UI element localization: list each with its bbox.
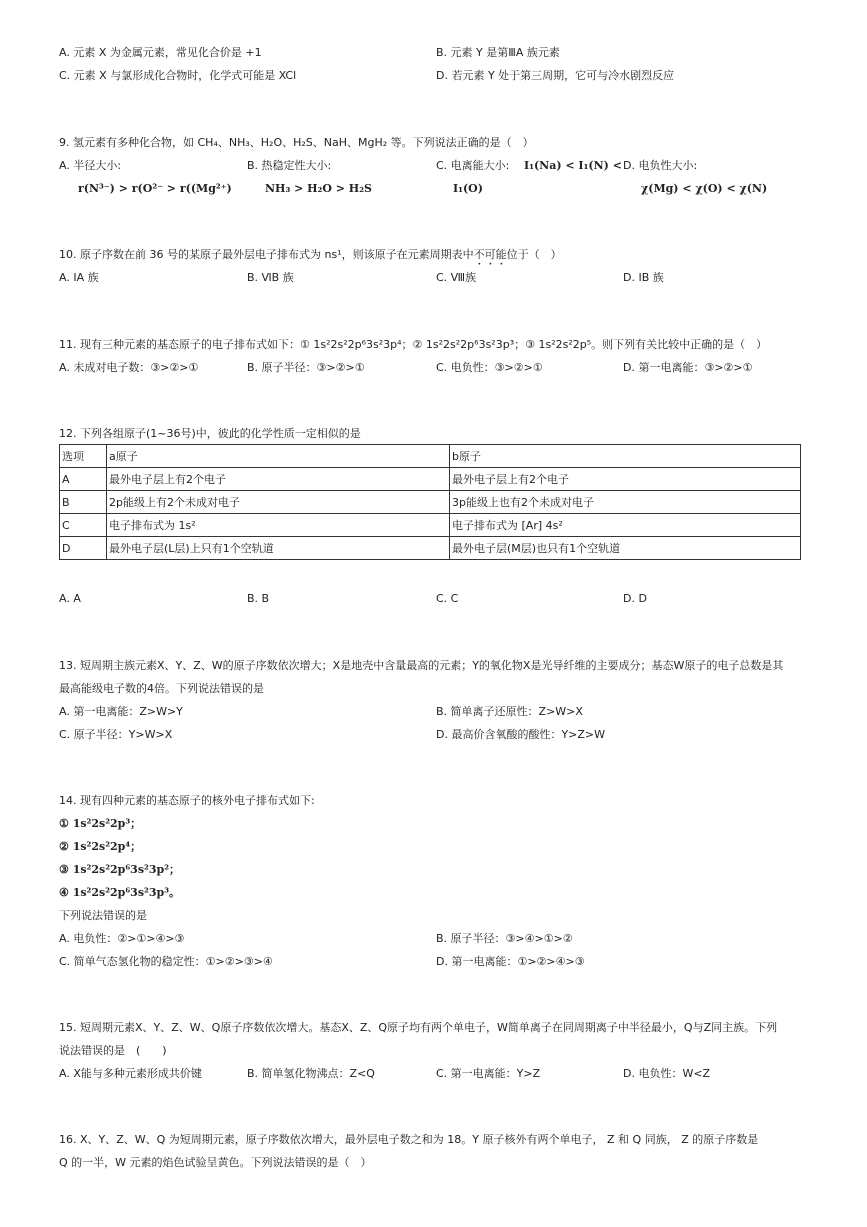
q14-option-a: A. 电负性：②>①>④>③ [59, 932, 185, 945]
q14-item-4: ④ 1s²2s²2p⁶3s²3p³。 [59, 886, 181, 899]
table-cell: b原子 [450, 445, 801, 468]
q10-option-c: C. Ⅷ族 [436, 271, 477, 284]
table-cell: 最外电子层(M层)也只有1个空轨道 [450, 537, 801, 560]
table-row [60, 537, 801, 560]
q13-option-b: B. 简单离子还原性：Z>W>X [436, 705, 583, 718]
q9-option-d-formula: χ(Mg) < χ(O) < χ(N) [641, 182, 768, 195]
q8-option-a: A. 元素 X 为金属元素，常见化合价是 +1 [59, 46, 262, 59]
q13-stem-line1: 13. 短周期主族元素X、Y、Z、W的原子序数依次增大；X是地壳中含量最高的元素；Y的氧化物X是光导纤维的主要成分；基态W原子的电子总数是其 [59, 659, 784, 672]
q9-stem: 9. 氢元素有多种化合物，如 CH₄、NH₃、H₂O、H₂S、NaH、MgH₂ 等。下列说法正确的是（ ） [59, 136, 534, 149]
q11-option-d: D. 第一电离能：③>②>① [623, 361, 753, 374]
q11-option-b: B. 原子半径：③>②>① [247, 361, 365, 374]
q14-item-2: ② 1s²2s²2p⁴； [59, 840, 142, 853]
q12-stem: 12. 下列各组原子(1~36号)中，彼此的化学性质一定相似的是 [59, 427, 361, 440]
q15-option-a: A. X能与多种元素形成共价键 [59, 1067, 202, 1080]
q11-option-c: C. 电负性：③>②>① [436, 361, 543, 374]
q15-stem-line2: 说法错误的是 ( ) [59, 1044, 167, 1057]
table-row [60, 468, 801, 491]
q14-option-b: B. 原子半径：③>④>①>② [436, 932, 573, 945]
q9-option-b-label: B. 热稳定性大小: [247, 159, 332, 172]
q15-stem-line1: 15. 短周期元素X、Y、Z、W、Q原子序数依次增大。基态X、Z、Q原子均有两个单电子，W简单离子在同周期离子中半径最小，Q与Z同主族。下列 [59, 1021, 778, 1034]
q9-option-a-label: A. 半径大小: [59, 159, 122, 172]
q10-option-d: D. ⅠB 族 [623, 271, 664, 284]
q9-option-d-label: D. 电负性大小: [623, 159, 698, 172]
q9-option-a-formula: r(N³⁻) > r(O²⁻ > r((Mg²⁺) [78, 182, 232, 195]
q16-stem-line1: 16. X、Y、Z、W、Q 为短周期元素，原子序数依次增大，最外层电子数之和为 18。Y 原子核外有两个单电子， Z 和 Q 同族， Z 的原子序数是 [59, 1133, 759, 1146]
table-cell: C [60, 514, 107, 537]
q12-option-a: A. A [59, 592, 81, 605]
table-cell: B [60, 491, 107, 514]
q13-option-c: C. 原子半径：Y>W>X [59, 728, 173, 741]
table-cell: 电子排布式为 1s² [107, 514, 450, 537]
q10-stem [59, 248, 562, 268]
table-cell: 最外电子层(L层)上只有1个空轨道 [107, 537, 450, 560]
q10-option-a: A. ⅠA 族 [59, 271, 99, 284]
q9-option-c-formula-cont: I₁(O) [453, 182, 483, 195]
table-cell: 选项 [60, 445, 107, 468]
table-cell: A [60, 468, 107, 491]
table-cell: 3p能级上也有2个未成对电子 [450, 491, 801, 514]
table-row [60, 445, 801, 468]
table-cell: D [60, 537, 107, 560]
q9-option-c-label: C. 电离能大小: [436, 159, 510, 172]
q14-stem: 14. 现有四种元素的基态原子的核外电子排布式如下: [59, 794, 315, 807]
q14-option-d: D. 第一电离能：①>②>④>③ [436, 955, 585, 968]
q12-option-b: B. B [247, 592, 270, 605]
q16-stem-line2: Q 的一半，W 元素的焰色试验呈黄色。下列说法错误的是（ ） [59, 1156, 372, 1169]
table-cell: a原子 [107, 445, 450, 468]
q14-option-c: C. 简单气态氢化物的稳定性：①>②>③>④ [59, 955, 273, 968]
q12-options-table [59, 444, 801, 560]
table-row [60, 514, 801, 537]
q13-option-a: A. 第一电离能：Z>W>Y [59, 705, 183, 718]
table-cell: 最外电子层上有2个电子 [450, 468, 801, 491]
table-cell: 最外电子层上有2个电子 [107, 468, 450, 491]
q11-stem: 11. 现有三种元素的基态原子的电子排布式如下：① 1s²2s²2p⁶3s²3p⁴；② 1s²2s²2p⁶3s²3p³；③ 1s²2s²2p⁵。则下列有关比较中正确的是（ ） [59, 338, 768, 351]
table-cell: 2p能级上有2个未成对电子 [107, 491, 450, 514]
table-cell: 电子排布式为 [Ar] 4s² [450, 514, 801, 537]
q10-stem-emphasis: 不可能 [473, 248, 507, 261]
q15-option-b: B. 简单氢化物沸点：Z<Q [247, 1067, 375, 1080]
q10-stem-post: 位于（ ） [506, 248, 562, 261]
table-row [60, 491, 801, 514]
q9-option-c-formula: I₁(Na) < I₁(N) < [524, 159, 622, 172]
q12-option-c: C. C [436, 592, 459, 605]
q15-option-c: C. 第一电离能：Y>Z [436, 1067, 541, 1080]
q15-option-d: D. 电负性：W<Z [623, 1067, 711, 1080]
q8-option-d: D. 若元素 Y 处于第三周期，它可与冷水剧烈反应 [436, 69, 675, 82]
q11-option-a: A. 未成对电子数：③>②>① [59, 361, 199, 374]
q14-item-1: ① 1s²2s²2p³； [59, 817, 142, 830]
q12-option-d: D. D [623, 592, 647, 605]
q10-stem-pre: 10. 原子序数在前 36 号的某原子最外层电子排布式为 ns¹，则该原子在元素周期表中 [59, 248, 474, 261]
q14-item-3: ③ 1s²2s²2p⁶3s²3p²； [59, 863, 181, 876]
q13-stem-line2: 最高能级电子数的4倍。下列说法错误的是 [59, 682, 264, 695]
q8-option-b: B. 元素 Y 是第ⅢA 族元素 [436, 46, 560, 59]
q13-option-d: D. 最高价含氧酸的酸性：Y>Z>W [436, 728, 606, 741]
q14-question: 下列说法错误的是 [59, 909, 147, 922]
q9-option-b-formula: NH₃ > H₂O > H₂S [265, 182, 372, 195]
q10-option-b: B. ⅥB 族 [247, 271, 294, 284]
q8-option-c: C. 元素 X 与氯形成化合物时，化学式可能是 XCl [59, 69, 297, 82]
